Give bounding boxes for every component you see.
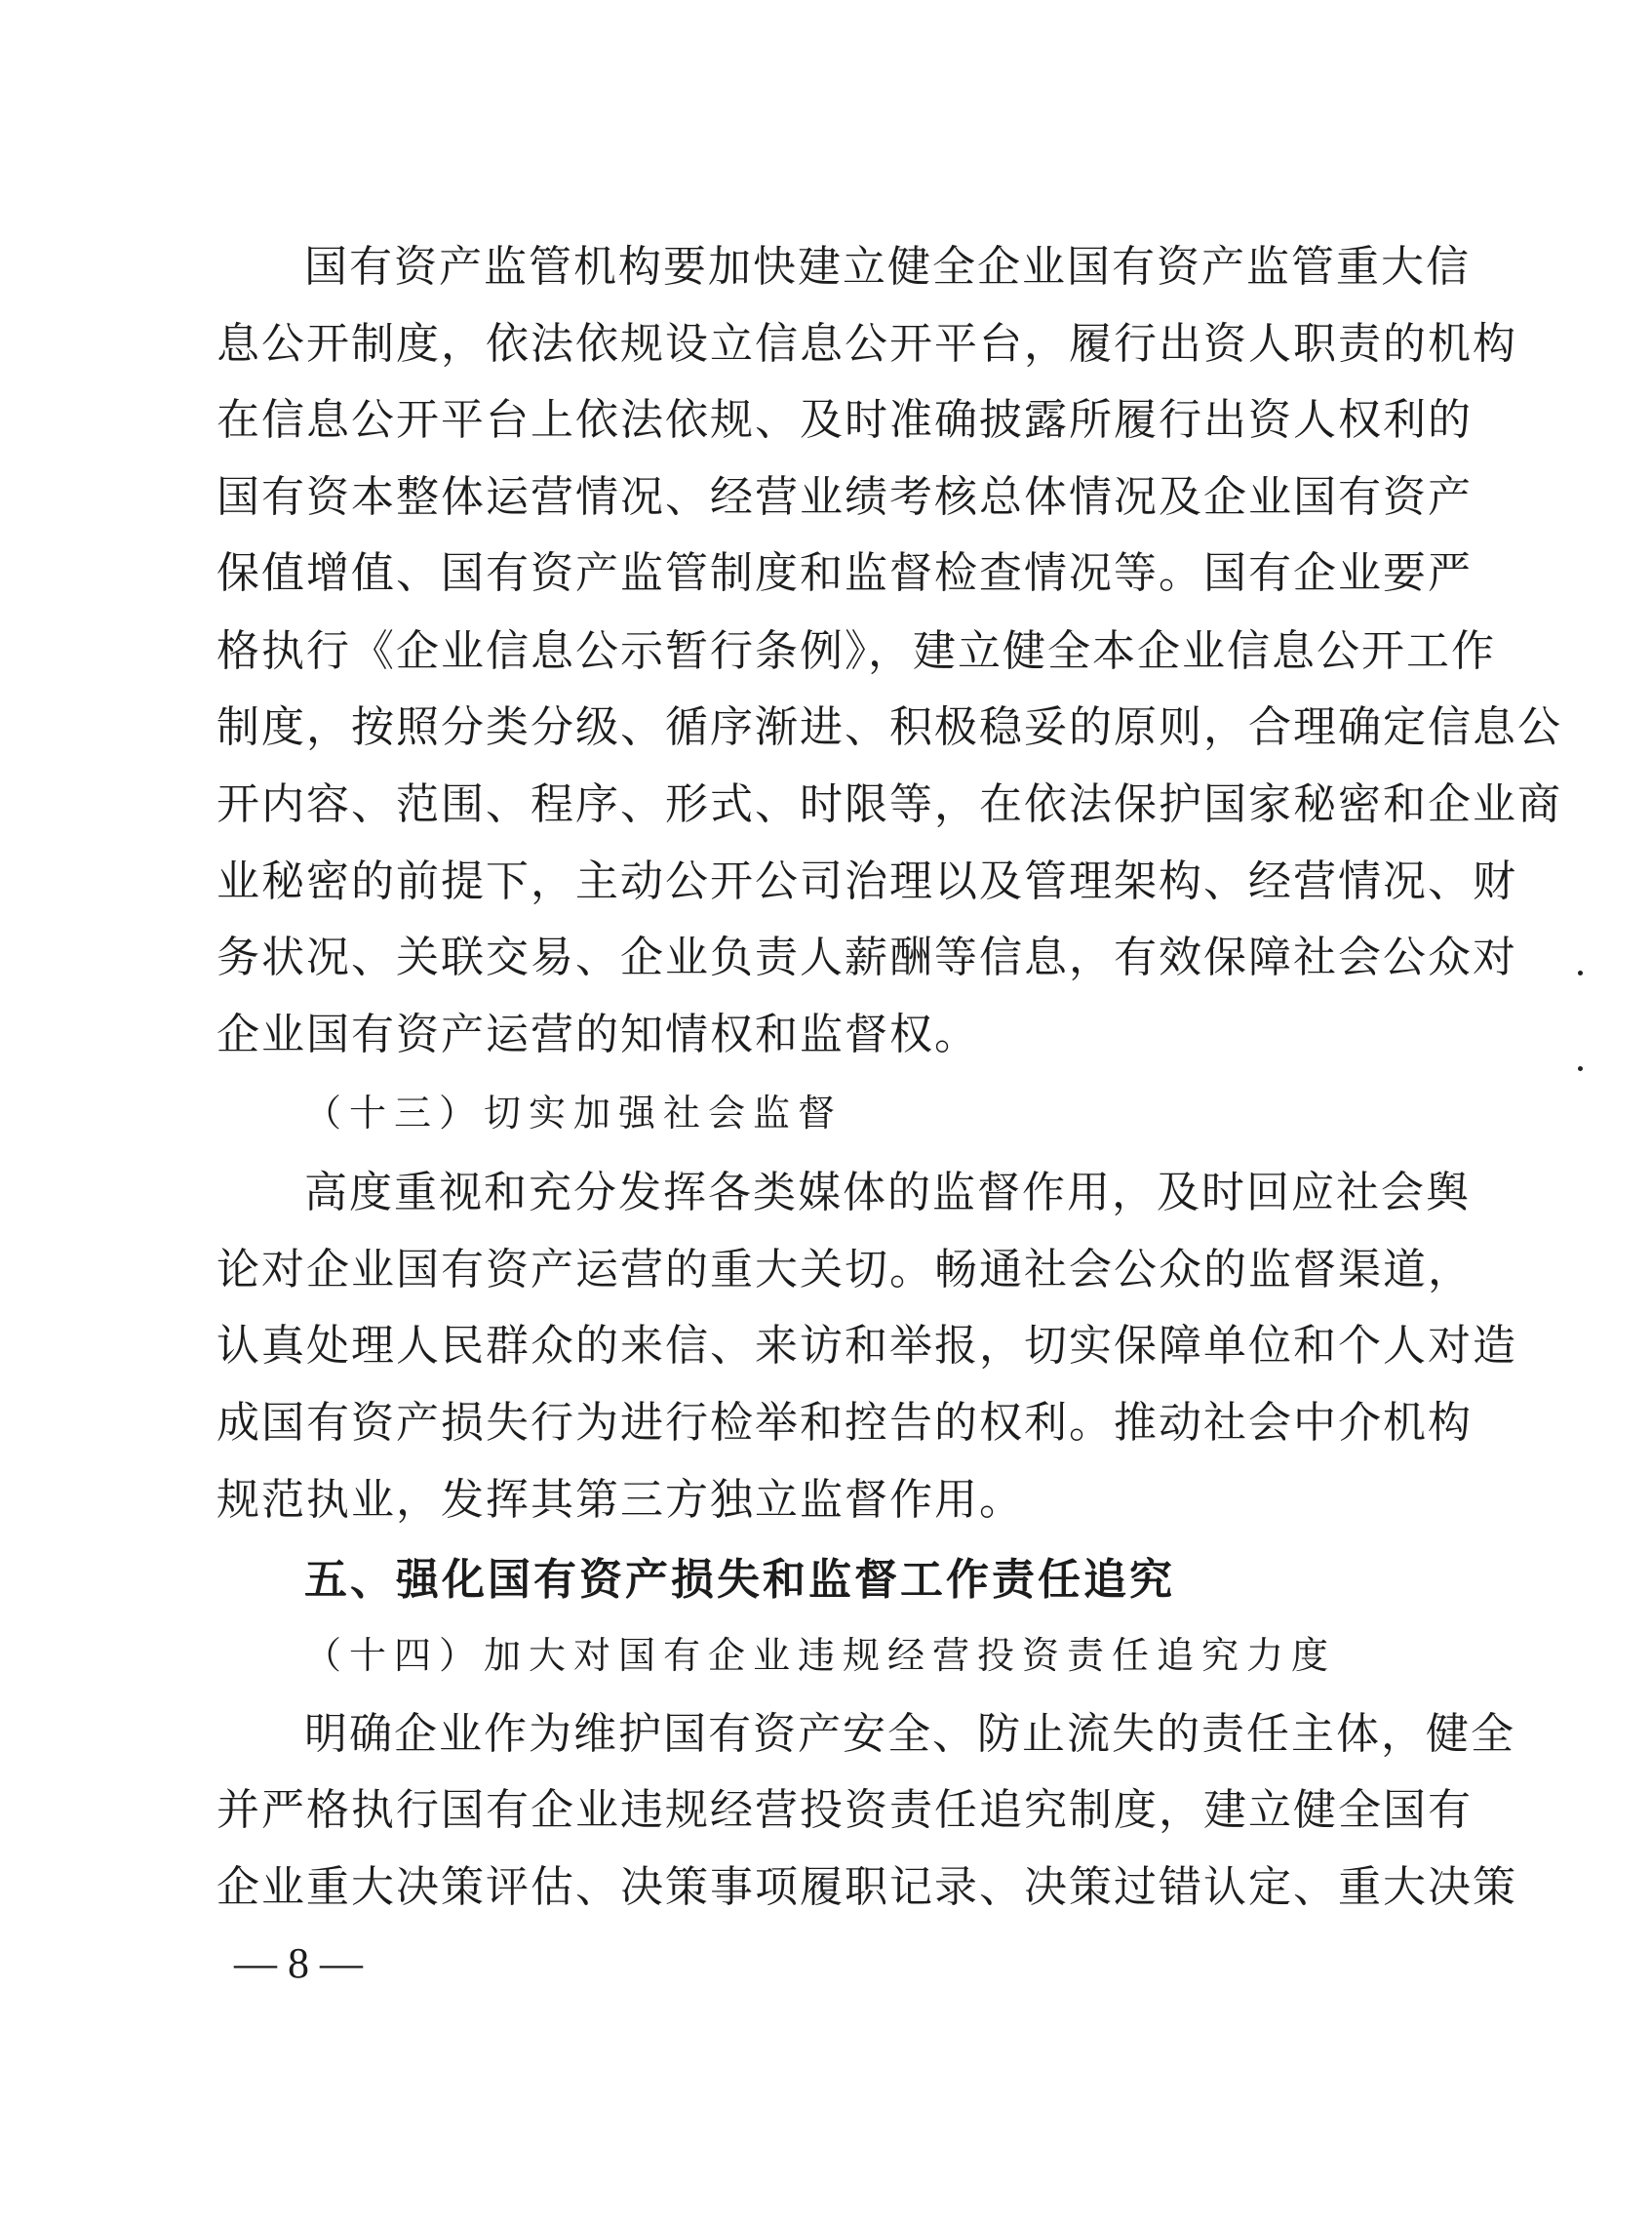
section-heading: 五、强化国有资产损失和监督工作责任追究 xyxy=(304,1555,1175,1605)
paragraph-line: 论对企业国有资产运营的重大关切。畅通社会公众的监督渠道， xyxy=(216,1245,1473,1294)
paragraph-line: 在信息公开平台上依法依规、及时准确披露所履行出资人权利的 xyxy=(216,395,1473,445)
paragraph-line: 格执行《企业信息公示暂行条例》，建立健全本企业信息公开工作 xyxy=(216,626,1496,676)
scan-speck xyxy=(1578,1066,1583,1071)
paragraph-line: 企业重大决策评估、决策事项履职记录、决策过错认定、重大决策 xyxy=(216,1862,1517,1912)
paragraph-line: 制度，按照分类分级、循序渐进、积极稳妥的原则，合理确定信息公 xyxy=(216,702,1562,752)
paragraph-line: 业秘密的前提下，主动公开公司治理以及管理架构、经营情况、财 xyxy=(216,856,1517,906)
paragraph-line: 开内容、范围、程序、形式、时限等，在依法保护国家秘密和企业商 xyxy=(216,779,1562,829)
paragraph-line: 国有资产监管机构要加快建立健全企业国有资产监管重大信 xyxy=(304,242,1471,292)
paragraph-line: 明确企业作为维护国有资产安全、防止流失的责任主体，健全 xyxy=(304,1709,1515,1759)
paragraph-line: 成国有资产损失行为进行检举和控告的权利。推动社会中介机构 xyxy=(216,1398,1473,1448)
page-number: — 8 — xyxy=(234,1939,363,1987)
subsection-heading: （十三）切实加强社会监督 xyxy=(304,1092,844,1134)
paragraph-line: 规范执业，发挥其第三方独立监督作用。 xyxy=(216,1475,1024,1525)
paragraph-line: 并严格执行国有企业违规经营投资责任追究制度，建立健全国有 xyxy=(216,1785,1473,1835)
scan-speck xyxy=(1578,971,1583,975)
paragraph-line: 认真处理人民群众的来信、来访和举报，切实保障单位和个人对造 xyxy=(216,1321,1517,1371)
paragraph-line: 息公开制度，依法依规设立信息公开平台，履行出资人职责的机构 xyxy=(216,319,1517,369)
paragraph-line: 务状况、关联交易、企业负责人薪酬等信息，有效保障社会公众对 xyxy=(216,933,1517,982)
paragraph-line: 企业国有资产运营的知情权和监督权。 xyxy=(216,1010,979,1059)
paragraph-line: 保值增值、国有资产监管制度和监督检查情况等。国有企业要严 xyxy=(216,548,1473,598)
subsection-heading: （十四）加大对国有企业违规经营投资责任追究力度 xyxy=(304,1634,1337,1677)
paragraph-line: 国有资本整体运营情况、经营业绩考核总体情况及企业国有资产 xyxy=(216,472,1473,522)
paragraph-line: 高度重视和充分发挥各类媒体的监督作用，及时回应社会舆 xyxy=(304,1168,1471,1217)
